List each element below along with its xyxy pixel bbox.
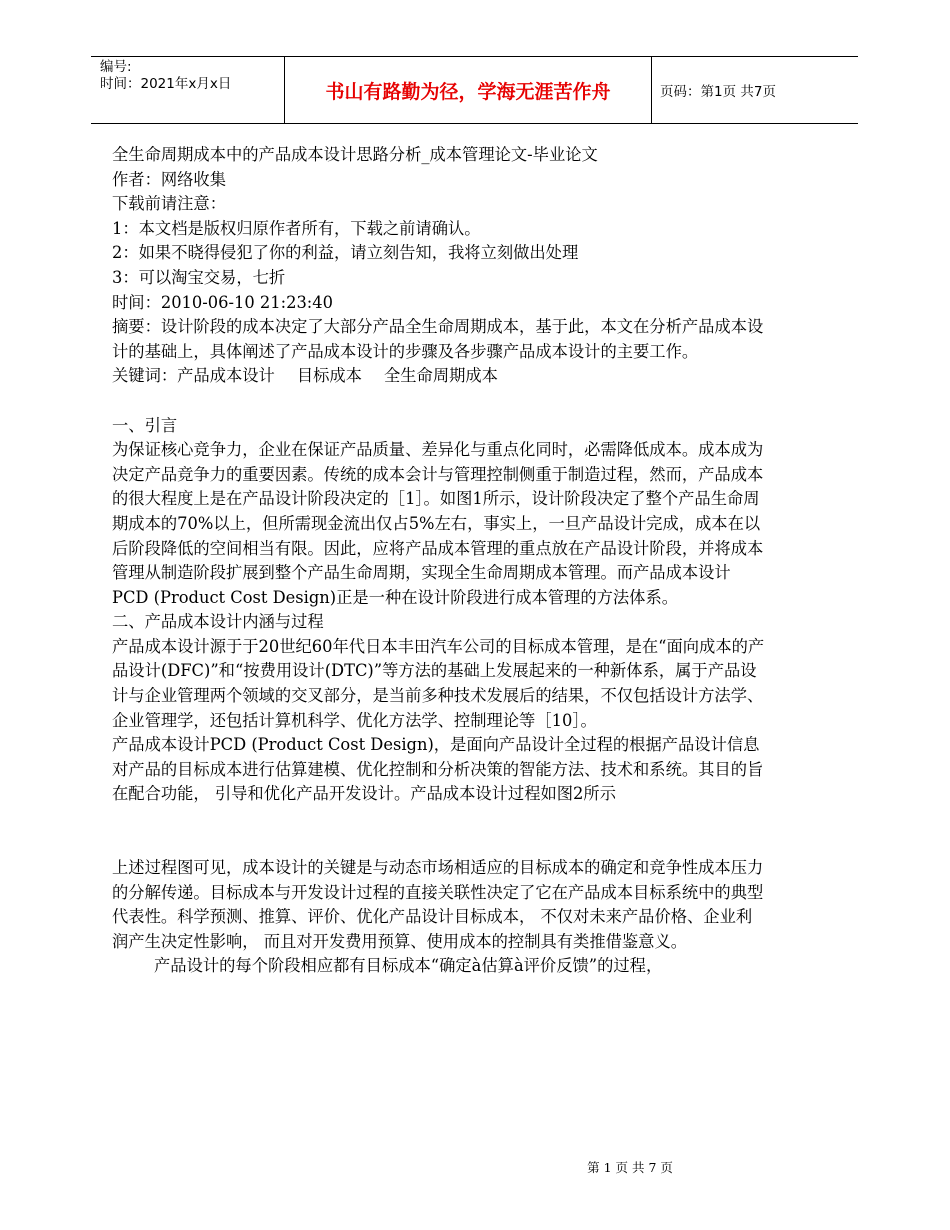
page-footer xyxy=(0,1158,950,1176)
paragraph: 上述过程图可见，成本设计的关键是与动态市场相适应的目标成本的确定和竞争性成本压力的分解传递。目标成本与开发设计过程的直接关联性决定了它在产品成本目标系统中的典型代表性。科学预测、推算、评价、优化产品设计目标成本， 不仅对未来产品价格、企业利润产生决定性影响， 而且对开发费用预算、使用成本的控制具有类推借鉴意义。 xyxy=(112,858,764,951)
article-title: 全生命周期成本中的产品成本设计思路分析_成本管理论文-毕业论文 xyxy=(112,145,598,164)
article-author: 作者：网络收集 xyxy=(112,169,226,189)
document-body xyxy=(112,143,767,979)
keywords xyxy=(112,364,767,389)
notice-item: 2：如果不晓得侵犯了你的利益，请立刻告知，我将立刻做出处理 xyxy=(112,243,579,263)
notice-item: 1：本文档是版权归原作者所有，下载之前请确认。 xyxy=(112,218,481,238)
paragraph: 为保证核心竞争力，企业在保证产品质量、差异化与重点化同时，必需降低成本。成本成为决定产品竞争力的重要因素。传统的成本会计与管理控制侧重于制造过程，然而，产品成本的很大程度上是在产品设计阶段决定的［1］。如图1所示，设计阶段决定了整个产品生命周期成本的70%以上，但所需现金流出仅占5%左右，事实上，一旦产品设计完成，成本在以后阶段降低的空间相当有限。因此，应将产品成本管理的重点放在产品设计阶段，并将成本管理从制造阶段扩展到整个产品生命周期，实现全生命周期成本管理。而产品成本设计PCD (Product Cost Design)正是一种在设计阶段进行成本管理的方法体系。 xyxy=(112,440,764,607)
footer-page-number: 第 1 页 共 7 页 xyxy=(587,1160,673,1175)
paragraph: 产品设计的每个阶段相应都有目标成本“确定à估算à评价反馈”的过程， xyxy=(154,956,663,976)
paragraph: 产品成本设计PCD (Product Cost Design)，是面向产品设计全过程的根据产品设计信息对产品的目标成本进行估算建模、优化控制和分析决策的智能方法、技术和系统。其目的旨在配合功能， 引导和优化产品开发设计。产品成本设计过程如图2所示 xyxy=(112,735,764,804)
notice-item: 3：可以淘宝交易，七折 xyxy=(112,267,286,287)
paragraph: 产品成本设计源于于20世纪60年代日本丰田汽车公司的目标成本管理，是在“面向成本的产品设计(DFC)”和“按费用设计(DTC)”等方法的基础上发展起来的一种新体系，属于产品设计与企业管理两个领域的交叉部分，是当前多种技术发展后的结果，不仅包括设计方法学、企业管理学，还包括计算机科学、优化方法学、控制理论等［10］。 xyxy=(112,636,765,730)
section-heading: 一、引言 xyxy=(112,415,178,435)
header-motto: 书山有路勤为径，学海无涯苦作舟 xyxy=(285,57,652,123)
document-number-label: 编号: xyxy=(100,59,132,75)
article-time: 时间：2010-06-10 21:23:40 xyxy=(112,292,334,312)
notice-title: 下载前请注意： xyxy=(112,194,226,214)
document-time-label: 时间：2021年x月x日 xyxy=(100,76,232,92)
header-info xyxy=(91,57,285,123)
abstract: 摘要：设计阶段的成本决定了大部分产品全生命周期成本，基于此，本文在分析产品成本设计的基础上，具体阐述了产品成本设计的步骤及各步骤产品成本设计的主要工作。 xyxy=(112,317,764,361)
keyword-2: 目标成本 xyxy=(296,366,362,386)
section-heading: 二、产品成本设计内涵与过程 xyxy=(112,612,324,632)
keyword-3: 全生命周期成本 xyxy=(383,366,498,386)
keyword-1: 关键词：产品成本设计 xyxy=(112,366,275,386)
header-page-label: 页码：第1页 共7页 xyxy=(660,84,776,100)
page-header xyxy=(91,56,858,124)
